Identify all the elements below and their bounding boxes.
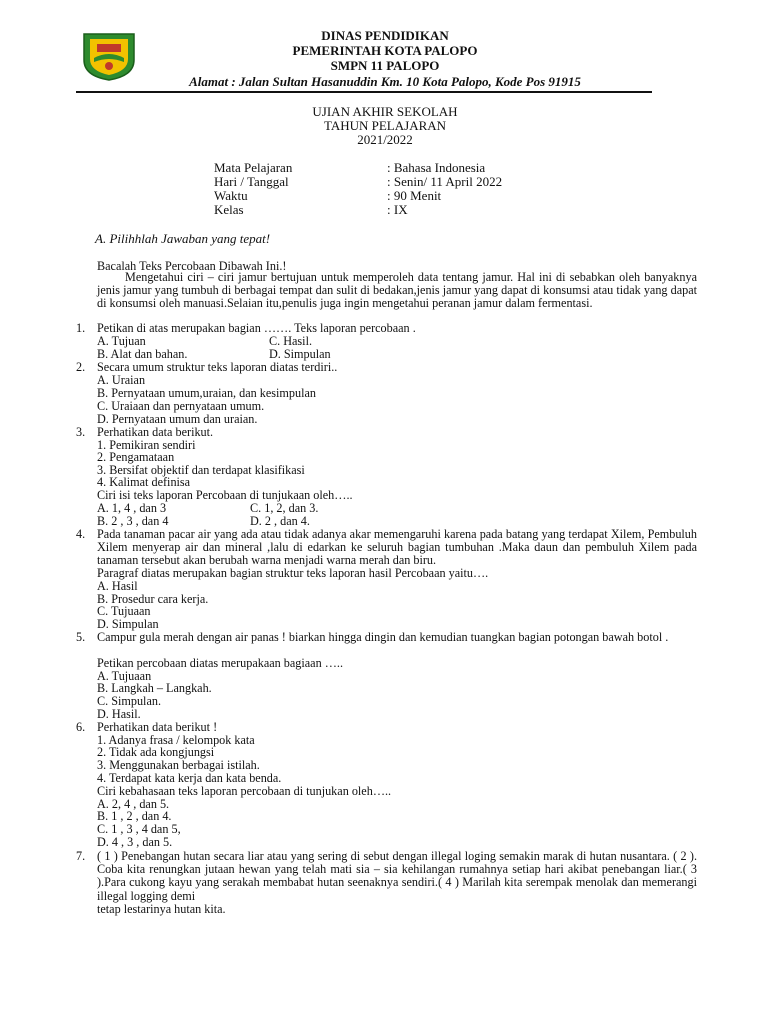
question-number: 1. xyxy=(76,321,86,335)
question-number: 3. xyxy=(76,425,86,439)
school-name: SMPN 11 PALOPO xyxy=(330,58,440,73)
option-d: D. Pernyataan umum dan uraian. xyxy=(97,412,258,426)
exam-year-label: TAHUN PELAJARAN xyxy=(323,118,447,133)
reading-instruction: Bacalah Teks Percobaan Dibawah Ini.! xyxy=(97,259,287,273)
info-value: : IX xyxy=(387,202,408,217)
data-item: 2. Pengamataan xyxy=(97,450,175,464)
info-key: Mata Pelajaran xyxy=(214,160,293,175)
data-item: 4. Kalimat definisa xyxy=(97,475,191,489)
option-a: A. Uraian xyxy=(97,373,146,387)
passage-text: Mengetahui ciri – ciri jamur bertujuan untuk memperoleh data tentang jamur. Hal ini di sebabkan oleh banyaknya jenis jamur yang tumbuh di berbagai tempat dan sulit di bedakan,jenis jamur yang dapat di konsumsi atau tidak yang dapat di konsumsi oleh manuasi.Selaian itu,penulis juga ingin mengetahui peranan jamur dalam fermentasi. xyxy=(97,270,697,311)
reading-passage xyxy=(97,271,697,311)
option-d: D. Hasil. xyxy=(97,707,141,721)
option-d: D. Simpulan xyxy=(269,347,331,361)
option-c: C. Uraiaan dan pernyataan umum. xyxy=(97,399,265,413)
question-text: Secara umum struktur teks laporan diatas terdiri.. xyxy=(97,360,338,374)
option-d: D. 4 , 3 , dan 5. xyxy=(97,835,173,849)
option-a: A. Tujuaan xyxy=(97,669,152,683)
exam-year: 2021/2022 xyxy=(357,132,413,147)
school-address: Alamat : Jalan Sultan Hasanuddin Km. 10 Kota Palopo, Kode Pos 91915 xyxy=(189,74,581,89)
palopo-city-emblem xyxy=(80,30,138,82)
question-number: 4. xyxy=(76,527,86,541)
option-b: B. Prosedur cara kerja. xyxy=(97,592,209,606)
question-stem: Petikan percobaan diatas merupakaan bagiaan ….. xyxy=(97,656,344,670)
option-b: B. Alat dan bahan. xyxy=(97,347,188,361)
section-heading: A. Pilihhlah Jawaban yang tepat! xyxy=(95,231,271,246)
question-text: Perhatikan data berikut. xyxy=(97,425,214,439)
question-7 xyxy=(76,850,697,903)
option-a: A. Hasil xyxy=(97,579,138,593)
question-5 xyxy=(76,631,697,644)
data-item: 4. Terdapat kata kerja dan kata benda. xyxy=(97,771,282,785)
exam-title: UJIAN AKHIR SEKOLAH xyxy=(312,104,458,119)
data-item: 1. Adanya frasa / kelompok kata xyxy=(97,733,255,747)
government-name: PEMERINTAH KOTA PALOPO xyxy=(292,43,478,58)
question-number: 2. xyxy=(76,360,86,374)
option-b: B. Langkah – Langkah. xyxy=(97,681,212,695)
question-text: Petikan di atas merupakan bagian ……. Teks laporan percobaan . xyxy=(97,321,416,335)
data-item: 1. Pemikiran sendiri xyxy=(97,438,196,452)
question-number: 7. xyxy=(76,849,86,863)
info-key: Waktu xyxy=(214,188,248,203)
data-item: 2. Tidak ada kongjungsi xyxy=(97,745,215,759)
question-stem: Ciri isi teks laporan Percobaan di tunjukaan oleh….. xyxy=(97,488,353,502)
question-text: ( 1 ) Penebangan hutan secara liar atau yang sering di sebut dengan illegal loging semakin marak di hutan nusantara. ( 2 ). Coba kita renungkan jutaan hewan yang telah mati sia – sia kehilangan rumahnya setiap hari akibat penebangan liar.( 3 ).Para cukong kayu yang serakah membabat hutan seenaknya sendiri.( 4 ) Marilah kita serempak menolak dan memerangi illegal logging demi xyxy=(97,849,697,903)
agency-name: DINAS PENDIDIKAN xyxy=(321,28,449,43)
option-b: B. 2 , 3 , dan 4 xyxy=(97,514,169,528)
option-c: C. 1, 2, dan 3. xyxy=(250,501,319,515)
data-item: 3. Bersifat objektif dan terdapat klasifikasi xyxy=(97,463,305,477)
info-value: : Bahasa Indonesia xyxy=(387,160,486,175)
info-value: : 90 Menit xyxy=(387,188,442,203)
option-d: D. 2 , dan 4. xyxy=(250,514,310,528)
option-a: A. Tujuan xyxy=(97,334,146,348)
question-number: 5. xyxy=(76,630,86,644)
question-text: Pada tanaman pacar air yang ada atau tidak adanya akar memengaruhi karena pada batang yang terdapat Xilem, Pembuluh Xilem menyerap air dan mineral ,lalu di edarkan ke seluruh bagian tumbuhan .Maka daun dan pembuluh Xilem pada tanaman tersebut akan berubah warna menjadi warna merah dan biru. xyxy=(97,527,697,568)
question-4 xyxy=(76,528,697,568)
option-c: C. Tujuaan xyxy=(97,604,151,618)
question-text-tail: tetap lestarinya hutan kita. xyxy=(97,902,226,916)
info-value: : Senin/ 11 April 2022 xyxy=(387,174,503,189)
option-a: A. 2, 4 , dan 5. xyxy=(97,797,170,811)
letterhead-rule xyxy=(76,91,652,93)
option-a: A. 1, 4 , dan 3 xyxy=(97,501,167,515)
question-text: Campur gula merah dengan air panas ! biarkan hingga dingin dan kemudian tuangkan bagian potongan bawah botol . xyxy=(97,630,669,644)
question-2 xyxy=(76,361,697,374)
option-c: C. Simpulan. xyxy=(97,694,161,708)
option-c: C. Hasil. xyxy=(269,334,312,348)
info-key: Hari / Tanggal xyxy=(214,174,289,189)
option-d: D. Simpulan xyxy=(97,617,159,631)
question-number: 6. xyxy=(76,720,86,734)
question-1 xyxy=(76,322,697,335)
exam-info xyxy=(214,161,502,217)
info-key: Kelas xyxy=(214,202,244,217)
data-item: 3. Menggunakan berbagai istilah. xyxy=(97,758,260,772)
question-stem: Paragraf diatas merupakan bagian struktur teks laporan hasil Percobaan yaitu…. xyxy=(97,566,489,580)
option-b: B. 1 , 2 , dan 4. xyxy=(97,809,172,823)
option-c: C. 1 , 3 , 4 dan 5, xyxy=(97,822,181,836)
question-text: Perhatikan data berikut ! xyxy=(97,720,218,734)
option-b: B. Pernyataan umum,uraian, dan kesimpulan xyxy=(97,386,316,400)
question-stem: Ciri kebahasaan teks laporan percobaan di tunjukan oleh….. xyxy=(97,784,392,798)
